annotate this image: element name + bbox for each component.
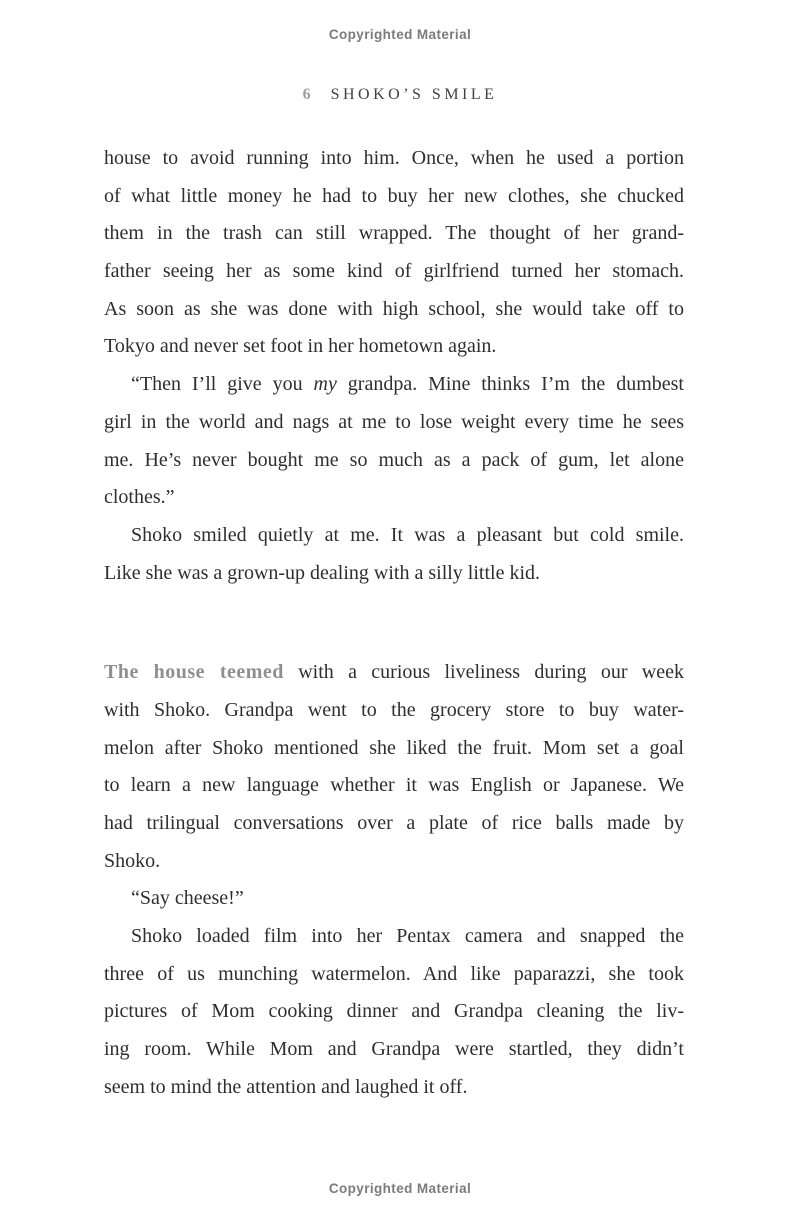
text-line [104, 730, 684, 768]
text-segment: Shoko smiled quietly at me. It was a pleasant but cold smile. [131, 523, 684, 546]
text-line [104, 654, 684, 692]
paragraph [104, 140, 684, 366]
text-line [104, 692, 684, 730]
text-segment: Tokyo and never set foot in her hometown again. [104, 335, 497, 358]
paragraph [104, 654, 684, 880]
text-line [104, 805, 684, 843]
text-line [104, 517, 684, 555]
text-line [104, 479, 684, 517]
text-segment: Shoko. [104, 849, 161, 872]
text-line [104, 1031, 684, 1069]
copyright-notice-top: Copyrighted Material [328, 27, 472, 42]
text-segment: father seeing her as some kind of girlfriend turned her stomach. [104, 260, 684, 283]
text-segment: had trilingual conversations over a plate of rice balls made by [104, 812, 684, 834]
text-segment: ing room. While Mom and Grandpa were startled, they didn’t [104, 1038, 684, 1061]
text-segment: clothes.” [104, 486, 175, 509]
text-segment: with a curious liveliness during our week [283, 661, 684, 684]
page-number: 6 [302, 86, 313, 103]
copyright-notice-bottom: Copyrighted Material [328, 1181, 472, 1196]
text-line [104, 291, 684, 329]
text-segment: me. He’s never bought me so much as a pack of gum, let alone [104, 448, 684, 471]
text-line [104, 366, 684, 404]
text-line [104, 956, 684, 994]
text-segment: pictures of Mom cooking dinner and Grandpa cleaning the liv- [104, 1000, 684, 1023]
text-segment: grandpa. Mine thinks I’m the dumbest [336, 373, 684, 396]
paragraph [104, 366, 684, 517]
text-line [104, 555, 684, 593]
section-break [104, 592, 684, 654]
text-segment: Shoko loaded film into her Pentax camera and snapped the [131, 925, 684, 948]
text-line [104, 253, 684, 291]
text-line [104, 880, 684, 918]
running-header [0, 86, 800, 104]
page-body [104, 140, 684, 1107]
section-lead-in: The house teemed [104, 661, 284, 684]
text-segment: melon after Shoko mentioned she liked the fruit. Mom set a goal [104, 736, 684, 759]
text-line [104, 404, 684, 442]
paragraph [104, 517, 684, 592]
text-line [104, 767, 684, 805]
text-segment: house to avoid running into him. Once, when he used a portion [104, 147, 684, 169]
text-line [104, 328, 684, 366]
text-line [104, 215, 684, 253]
paragraph [104, 880, 684, 918]
italic-text: my [313, 373, 337, 396]
text-segment: with Shoko. Grandpa went to the grocery store to buy water- [104, 698, 684, 721]
text-line [104, 843, 684, 881]
text-segment: Like she was a grown-up dealing with a silly little kid. [104, 561, 541, 584]
text-segment: girl in the world and nags at me to lose weight every time he sees [104, 410, 684, 433]
text-segment: them in the trash can still wrapped. The thought of her grand- [104, 222, 684, 245]
paragraph [104, 918, 684, 1106]
text-segment: As soon as she was done with high school, she would take off to [104, 297, 684, 320]
text-segment: of what little money he had to buy her new clothes, she chucked [104, 184, 684, 207]
text-line [104, 993, 684, 1031]
text-segment: seem to mind the attention and laughed it off. [104, 1075, 468, 1098]
text-segment: three of us munching watermelon. And like paparazzi, she took [104, 962, 684, 985]
text-line [104, 1069, 684, 1107]
text-segment: “Then I’ll give you [131, 373, 314, 396]
book-title: SHOKO’S SMILE [330, 86, 498, 103]
text-line [104, 918, 684, 956]
text-segment: to learn a new language whether it was English or Japanese. We [104, 774, 684, 797]
text-line [104, 140, 684, 178]
text-segment: “Say cheese!” [131, 887, 244, 910]
text-line [104, 442, 684, 480]
text-line [104, 178, 684, 216]
